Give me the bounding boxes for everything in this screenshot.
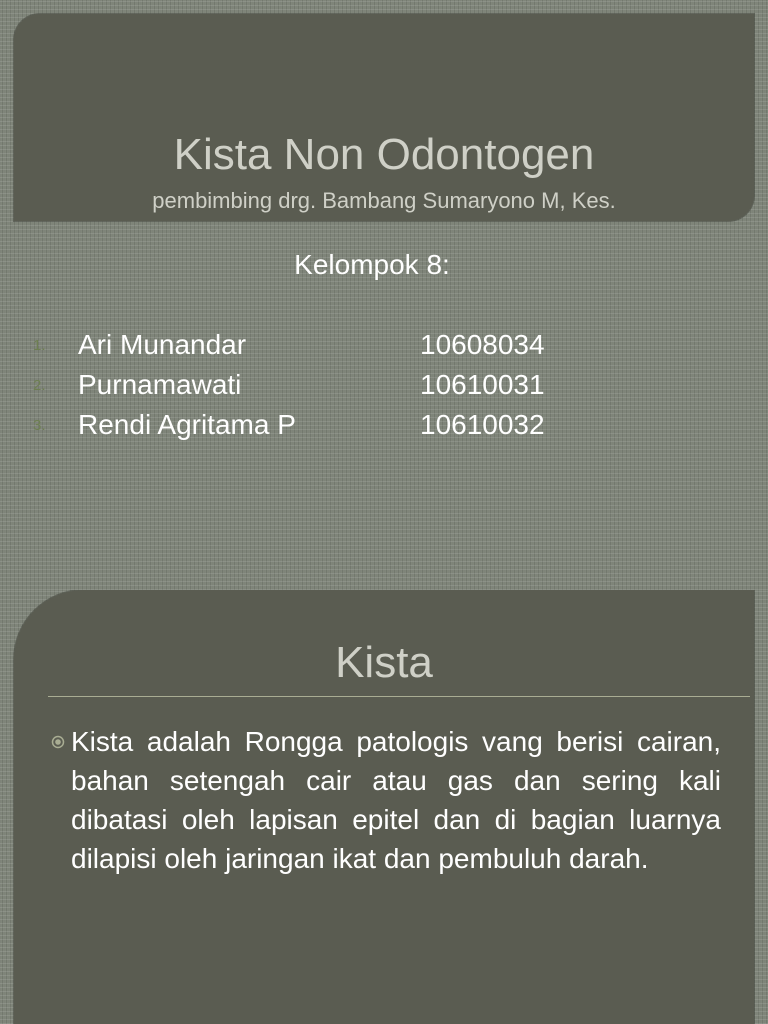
list-item <box>0 406 768 446</box>
slide-2 <box>0 590 768 1024</box>
member-name: Rendi Agritama P <box>78 409 296 440</box>
slide-title: Kista <box>335 638 433 687</box>
member-id: 10610032 <box>420 409 545 440</box>
list-item <box>0 326 768 366</box>
slide-title: Kista Non Odontogen <box>173 130 595 179</box>
list-item <box>0 366 768 406</box>
circle-bullet-icon <box>51 735 65 749</box>
bullet-text: Kista adalah Rongga patologis vang berisi cairan, bahan setengah cair atau gas dan sering kali dibatasi oleh lapisan epitel dan di bagian luarnya dilapisi oleh jaringan ikat dan pembuluh darah. <box>71 726 721 874</box>
title-divider <box>48 696 750 697</box>
member-id: 10608034 <box>420 329 545 360</box>
list-number: 2. <box>33 377 46 394</box>
slide-subtitle: pembimbing drg. Bambang Sumaryono M, Kes. <box>152 188 616 213</box>
member-name: Ari Munandar <box>78 329 247 360</box>
list-number: 1. <box>33 337 46 354</box>
member-name: Purnamawati <box>78 369 242 400</box>
list-number: 3. <box>33 417 46 434</box>
member-id: 10610031 <box>420 369 545 400</box>
group-label: Kelompok 8: <box>294 249 450 280</box>
member-list <box>0 326 768 446</box>
